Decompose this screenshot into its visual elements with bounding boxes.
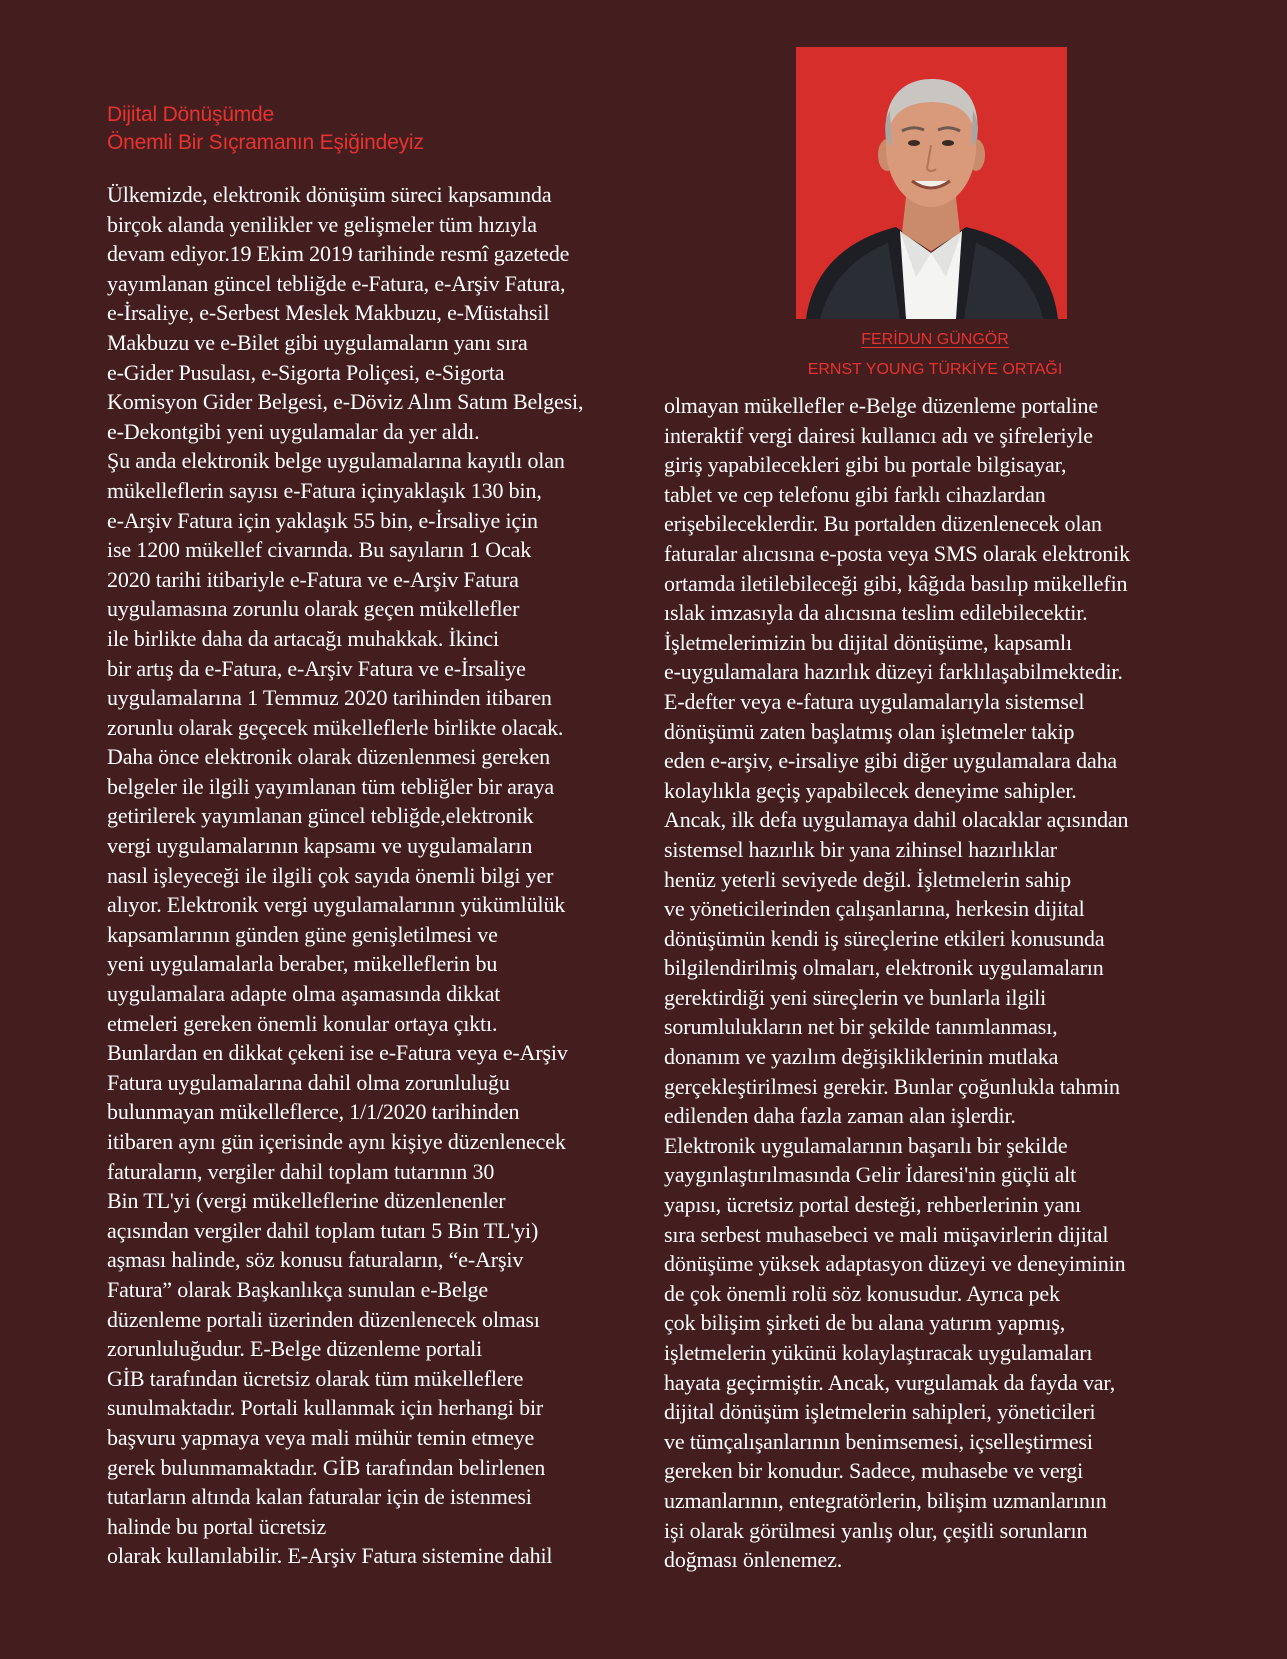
article-text-line: ile birlikte daha da artacağı muhakkak. İkinci [107,625,499,651]
article-text-line: interaktif vergi dairesi kullanıcı adı ve şifreleriyle [664,422,1093,448]
article-text-line: faturaların, vergiler dahil toplam tutarının 30 [107,1158,495,1184]
article-text-line: edilenden daha fazla zaman alan işlerdir. [664,1103,1016,1129]
article-text-line: nasıl işleyeceği ile ilgili çok sayıda önemli bilgi yer [107,862,554,888]
article-text-line: bulunmayan mükelleflerce, 1/1/2020 tarihinden [107,1099,520,1125]
article-text-line: alıyor. Elektronik vergi uygulamalarının yükümlülük [107,892,566,918]
article-text-line: eden e-arşiv, e-irsaliye gibi diğer uygulamalara daha [664,748,1118,774]
article-text-line: e-Arşiv Fatura için yaklaşık 55 bin, e-İrsaliye için [107,507,538,533]
author-photo [796,47,1067,319]
article-text-line: Daha önce elektronik olarak düzenlenmesi gereken [107,744,550,770]
article-text-line: belgeler ile ilgili yayımlanan tüm tebliğler bir araya [107,773,555,799]
article-text-line: Ülkemizde, elektronik dönüşüm süreci kapsamında [107,182,552,207]
article-text-line: Şu anda elektronik belge uygulamalarına kayıtlı olan [107,448,565,474]
headline-line-1: Dijital Dönüşümde [107,103,275,126]
article-text-line: işi olarak görülmesi yanlış olur, çeşitli sorunların [664,1517,1088,1543]
article-text-line: Fatura uygulamalarına dahil olma zorunluluğu [107,1069,510,1095]
article-text-line: Bunlardan en dikkat çekeni ise e-Fatura veya e-Arşiv [107,1040,568,1066]
article-text-line: sistemsel hazırlık bir yana zihinsel hazırlıklar [664,836,1057,862]
article-text-line: ve tümçalışanlarının benimsemesi, içselleştirmesi [664,1428,1093,1454]
article-text-line: GİB tarafından ücretsiz olarak tüm mükelleflere [107,1365,524,1391]
article-text-line: dijital dönüşüm işletmelerin sahipleri, yöneticileri [664,1399,1096,1425]
article-text-line: E-defter veya e-fatura uygulamalarıyla sistemsel [664,688,1085,714]
article-text-line: zorunluluğudur. E-Belge düzenleme portali [107,1336,483,1362]
article-text-line: kolaylıkla geçiş yapabilecek deneyime sahipler. [664,777,1077,803]
article-text-line: Elektronik uygulamalarının başarılı bir şekilde [664,1132,1068,1158]
article-text-line: halinde bu portal ücretsiz [107,1513,327,1539]
article-text-line: e-Dekontgibi yeni uygulamalar da yer aldı. [107,418,480,444]
article-text-line: ise 1200 mükellef civarında. Bu sayıların 1 Ocak [107,537,532,563]
article-text-line: gerek bulunmamaktadır. GİB tarafından belirlenen [107,1454,546,1480]
article-text-line: dönüşümün kendi iş süreçlerine etkileri konusunda [664,925,1105,951]
article-text-line: sunulmaktadır. Portali kullanmak için herhangi bir [107,1395,544,1421]
article-text-line: uygulamasına zorunlu olarak geçen mükellefler [107,596,520,622]
article-text-line: ve yöneticilerinden çalışanlarına, herkesin dijital [664,896,1085,922]
article-text-line: İşletmelerimizin bu dijital dönüşüme, kapsamlı [664,629,1072,655]
article-text-line: dönüşüme yüksek adaptasyon düzeyi ve deneyiminin [664,1251,1126,1277]
author-name: FERİDUN GÜNGÖR [861,331,1009,348]
article-column-right [664,391,1224,1575]
article-text-line: uygulamalara adapte olma aşamasında dikkat [107,981,501,1007]
article-text-line: Makbuzu ve e-Bilet gibi uygulamaların yanı sıra [107,329,528,355]
article-text-line: olarak kullanılabilir. E-Arşiv Fatura sistemine dahil [107,1543,553,1569]
article-text-line: getirilerek yayımlanan güncel tebliğde,elektronik [107,803,534,829]
article-text-line: Bin TL'yi (vergi mükelleflerine düzenlenenler [107,1188,506,1214]
article-text-line: ıslak imzasıyla da alıcısına teslim edilebilecektir. [664,600,1088,626]
article-text-line: Ancak, ilk defa uygulamaya dahil olacaklar açısından [664,807,1129,833]
article-text-line: vergi uygulamalarının kapsamı ve uygulamaların [107,833,533,859]
article-text-line: çok bilişim şirketi de bu alana yatırım yapmış, [664,1310,1066,1336]
article-text-line: sıra serbest muhasebeci ve mali müşavirlerin dijital [664,1221,1109,1247]
article-text-line: devam ediyor.19 Ekim 2019 tarihinde resmî gazetede [107,241,570,267]
article-text-line: kapsamlarının günden güne genişletilmesi ve [107,921,498,947]
article-text-line: e-İrsaliye, e-Serbest Meslek Makbuzu, e-Müstahsil [107,300,550,326]
article-text-line: e-uygulamalara hazırlık düzeyi farklılaşabilmektedir. [664,659,1123,685]
article-text-line: sorumlulukların net bir şekilde tanımlanması, [664,1014,1058,1040]
article-text-line: 2020 tarihi itibariyle e-Fatura ve e-Arşiv Fatura [107,566,519,592]
article-text-line: itibaren aynı gün içerisinde aynı kişiye düzenlenecek [107,1129,566,1154]
article-text-line: açısından vergiler dahil toplam tutarı 5 Bin TL'yi) [107,1217,539,1243]
article-text-line: gerçekleştirilmesi gerekir. Bunlar çoğunlukla tahmin [664,1073,1120,1099]
article-text-line: düzenleme portali üzerinden düzenlenecek olması [107,1306,540,1332]
article-text-line: faturalar alıcısına e-posta veya SMS olarak elektronik [664,540,1130,566]
article-text-line: bir artış da e-Fatura, e-Arşiv Fatura ve e-İrsaliye [107,655,526,681]
article-text-line: gerektirdiği yeni süreçlerin ve bunlarla ilgili [664,984,1047,1010]
author-portrait-illustration [796,47,1067,319]
article-text-line: mükelleflerin sayısı e-Fatura içinyaklaşık 130 bin, [107,477,542,503]
article-text-line: yapısı, ücretsiz portal desteği, rehberlerinin yanı [664,1192,1081,1218]
article-text-line: henüz yeterli seviyede değil. İşletmelerin sahip [664,866,1071,892]
article-headline [107,101,424,157]
article-column-left [107,180,647,1571]
article-text-line: erişebileceklerdir. Bu portalden düzenlenecek olan [664,511,1102,537]
article-text-line: zorunlu olarak geçecek mükelleflerle birlikte olacak. [107,714,564,740]
article-text-line: yeni uygulamalarla beraber, mükelleflerin bu [107,951,498,977]
article-text-line: tablet ve cep telefonu gibi farklı cihazlardan [664,481,1046,507]
article-text-line: donanım ve yazılım değişikliklerinin mutlaka [664,1044,1059,1070]
article-text-line: de çok önemli rolü söz konusudur. Ayrıca pek [664,1280,1060,1306]
article-text-line: ortamda iletilebileceği gibi, kâğıda basılıp mükellefin [664,570,1128,596]
article-text-line: işletmelerin yükünü kolaylaştıracak uygulamaları [664,1340,1093,1365]
article-text-line: uygulamalarına 1 Temmuz 2020 tarihinden itibaren [107,685,552,711]
article-text-line: birçok alanda yenilikler ve gelişmeler tüm hızıyla [107,211,537,237]
article-text-line: dönüşümü zaten başlatmış olan işletmeler takip [664,718,1075,744]
article-text-line: Fatura” olarak Başkanlıkça sunulan e-Belge [107,1276,488,1302]
article-text-line: aşması halinde, söz konusu faturaların, “e-Arşiv [107,1247,524,1273]
article-text-line: Komisyon Gider Belgesi, e-Döviz Alım Satım Belgesi, [107,389,584,415]
article-text-line: giriş yapabilecekleri gibi bu portale bilgisayar, [664,452,1067,478]
article-text-line: yaygınlaştırılmasında Gelir İdaresi'nin güçlü alt [664,1162,1077,1188]
author-title: ERNST YOUNG TÜRKİYE ORTAĞI [807,361,1063,378]
article-text-line: uzmanlarının, entegratörlerin, bilişim uzmanlarının [664,1487,1107,1513]
article-text-line: e-Gider Pusulası, e-Sigorta Poliçesi, e-Sigorta [107,359,505,385]
article-text-line: hayata geçirmiştir. Ancak, vurgulamak da fayda var, [664,1369,1116,1395]
article-text-line: doğması önlenemez. [664,1547,843,1573]
article-text-line: tutarların altında kalan faturalar için de istenmesi [107,1484,532,1510]
article-text-line: başvuru yapmaya veya mali mühür temin etmeye [107,1424,535,1450]
article-text-line: yayımlanan güncel tebliğde e-Fatura, e-Arşiv Fatura, [107,270,566,296]
article-text-line: olmayan mükellefler e-Belge düzenleme portaline [664,393,1098,418]
article-text-line: gereken bir konudur. Sadece, muhasebe ve vergi [664,1458,1084,1484]
headline-line-2: Önemli Bir Sıçramanın Eşiğindeyiz [107,131,424,154]
article-text-line: etmeleri gereken önemli konular ortaya çıktı. [107,1010,498,1036]
article-text-line: bilgilendirilmiş olmaları, elektronik uygulamaların [664,955,1104,981]
